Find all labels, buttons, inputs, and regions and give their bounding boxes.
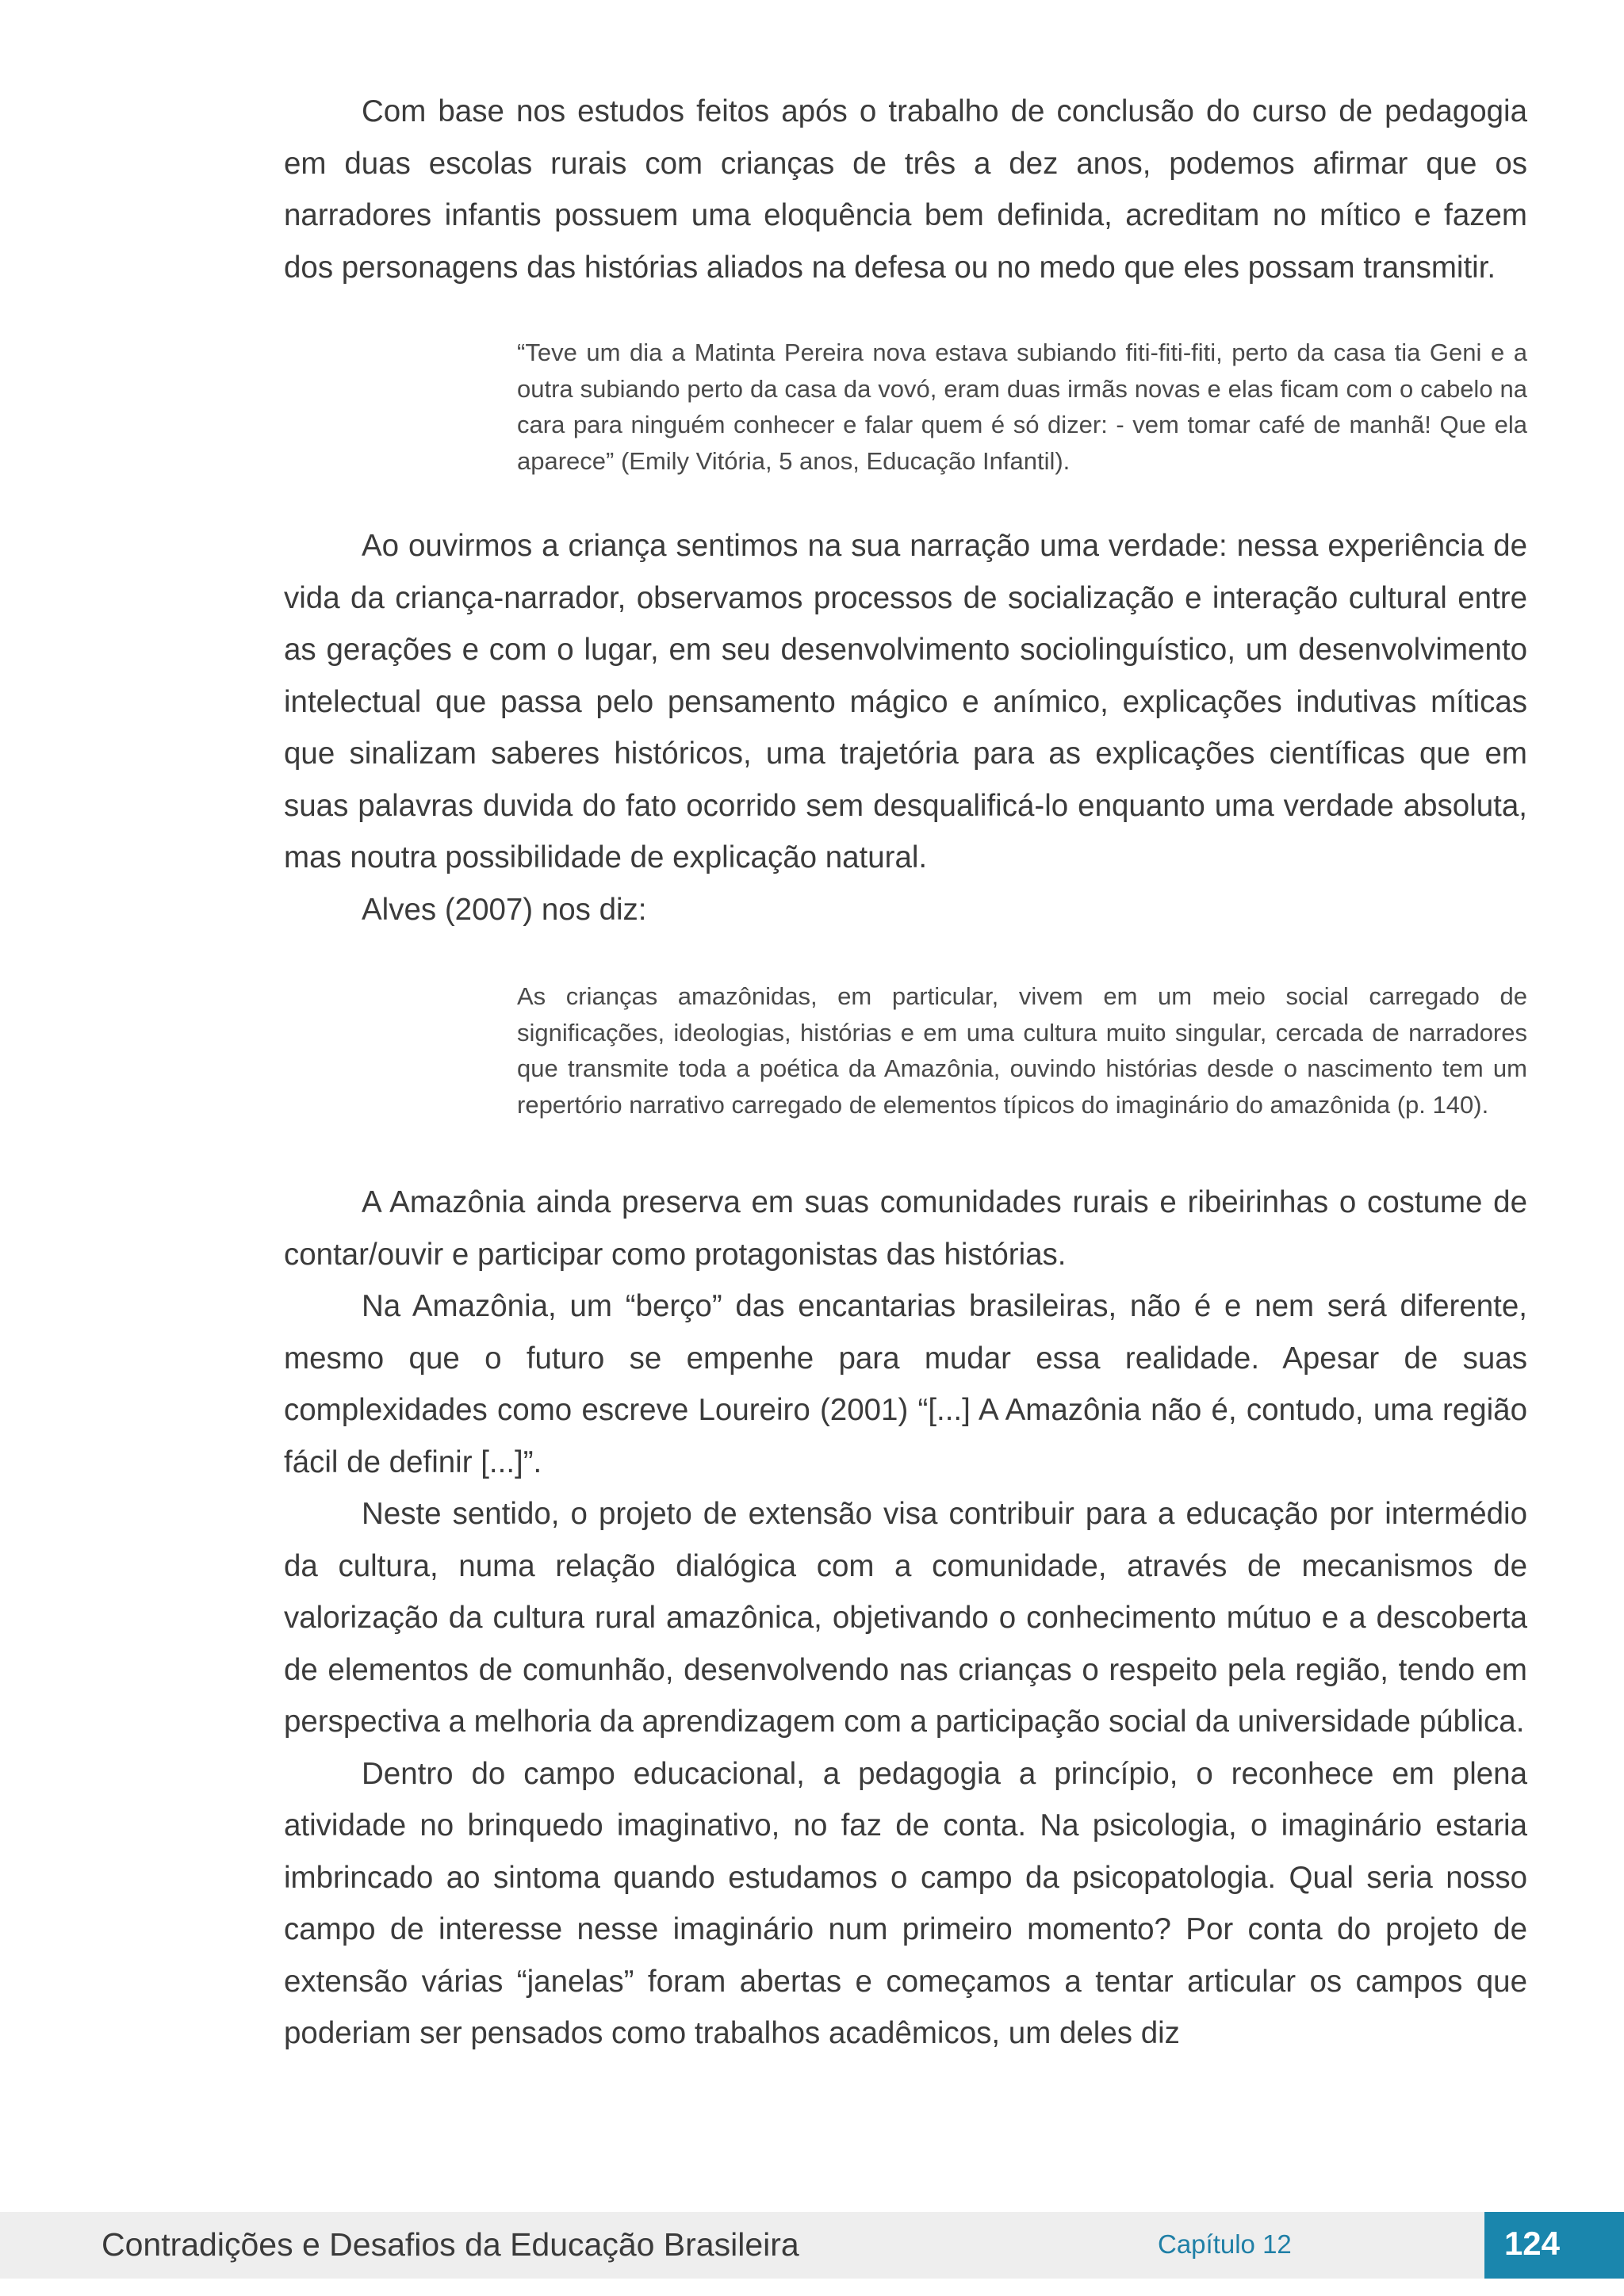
page-number: 124 [1503, 2225, 1561, 2262]
body-paragraph-7: Dentro do campo educacional, a pedagogia a princípio, o reconhece em plena atividade no brinquedo imaginativo, no faz de conta. Na psicologia, o imaginário estaria imbrincado ao sintoma quando estudamos o campo da psicopatologia. Qual seria nosso campo de interesse nesse imaginário num primeiro momento? Por conta do projeto de extensão várias “janelas” foram abertas e começamos a tentar articular os campos que poderiam ser pensados como trabalhos acadêmicos, um deles diz [284, 1756, 1527, 2050]
page-footer [0, 2212, 1624, 2279]
body-paragraph-3: Alves (2007) nos diz: [362, 892, 647, 927]
page-body [284, 86, 1527, 2060]
body-paragraph-4: A Amazônia ainda preserva em suas comunidades rurais e ribeirinhas o costume de contar/ouvir e participar como protagonistas das histórias. [284, 1185, 1527, 1272]
body-paragraph-5: Na Amazônia, um “berço” das encantarias brasileiras, não é e nem será diferente, mesmo que o futuro se empenhe para mudar essa realidade. Apesar de suas complexidades como escreve Loureiro (2001) “[...] A Amazônia não é, contudo, uma região fácil de definir [...]”. [284, 1289, 1527, 1479]
book-title: Contradições e Desafios da Educação Brasileira [102, 2226, 799, 2263]
page-number-box [1484, 2212, 1624, 2279]
body-paragraph-1: Com base nos estudos feitos após o trabalho de conclusão do curso de pedagogia em duas escolas rurais com crianças de três a dez anos, podemos afirmar que os narradores infantis possuem uma eloquência bem definida, acreditam no mítico e fazem dos personagens das histórias aliados na defesa ou no medo que eles possam transmitir. [284, 94, 1527, 285]
chapter-label: Capítulo 12 [1158, 2229, 1292, 2259]
body-paragraph-6: Neste sentido, o projeto de extensão visa contribuir para a educação por intermédio da cultura, numa relação dialógica com a comunidade, através de mecanismos de valorização da cultura rural amazônica, objetivando o conhecimento mútuo e a descoberta de elementos de comunhão, desenvolvendo nas crianças o respeito pela região, tendo em perspectiva a melhoria da aprendizagem com a participação social da universidade pública. [284, 1497, 1527, 1739]
block-quote-1: “Teve um dia a Matinta Pereira nova estava subiando fiti-fiti-fiti, perto da casa tia Geni e a outra subiando perto da casa da vovó, eram duas irmãs novas e elas ficam com o cabelo na cara para ninguém conhecer e falar quem é só dizer: - vem tomar café de manhã! Que ela aparece” (Emily Vitória, 5 anos, Educação Infantil). [517, 339, 1527, 475]
block-quote-2: As crianças amazônidas, em particular, vivem em um meio social carregado de significações, ideologias, histórias e em uma cultura muito singular, cercada de narradores que transmite toda a poética da Amazônia, ouvindo histórias desde o nascimento tem um repertório narrativo carregado de elementos típicos do imaginário do amazônida (p. 140). [517, 982, 1527, 1119]
body-paragraph-2: Ao ouvirmos a criança sentimos na sua narração uma verdade: nessa experiência de vida da criança-narrador, observamos processos de socialização e interação cultural entre as gerações e com o lugar, em seu desenvolvimento sociolinguístico, um desenvolvimento intelectual que passa pelo pensamento mágico e anímico, explicações indutivas míticas que sinalizam saberes históricos, uma trajetória para as explicações científicas que em suas palavras duvida do fato ocorrido sem desqualificá-lo enquanto uma verdade absoluta, mas noutra possibilidade de explicação natural. [284, 529, 1527, 874]
